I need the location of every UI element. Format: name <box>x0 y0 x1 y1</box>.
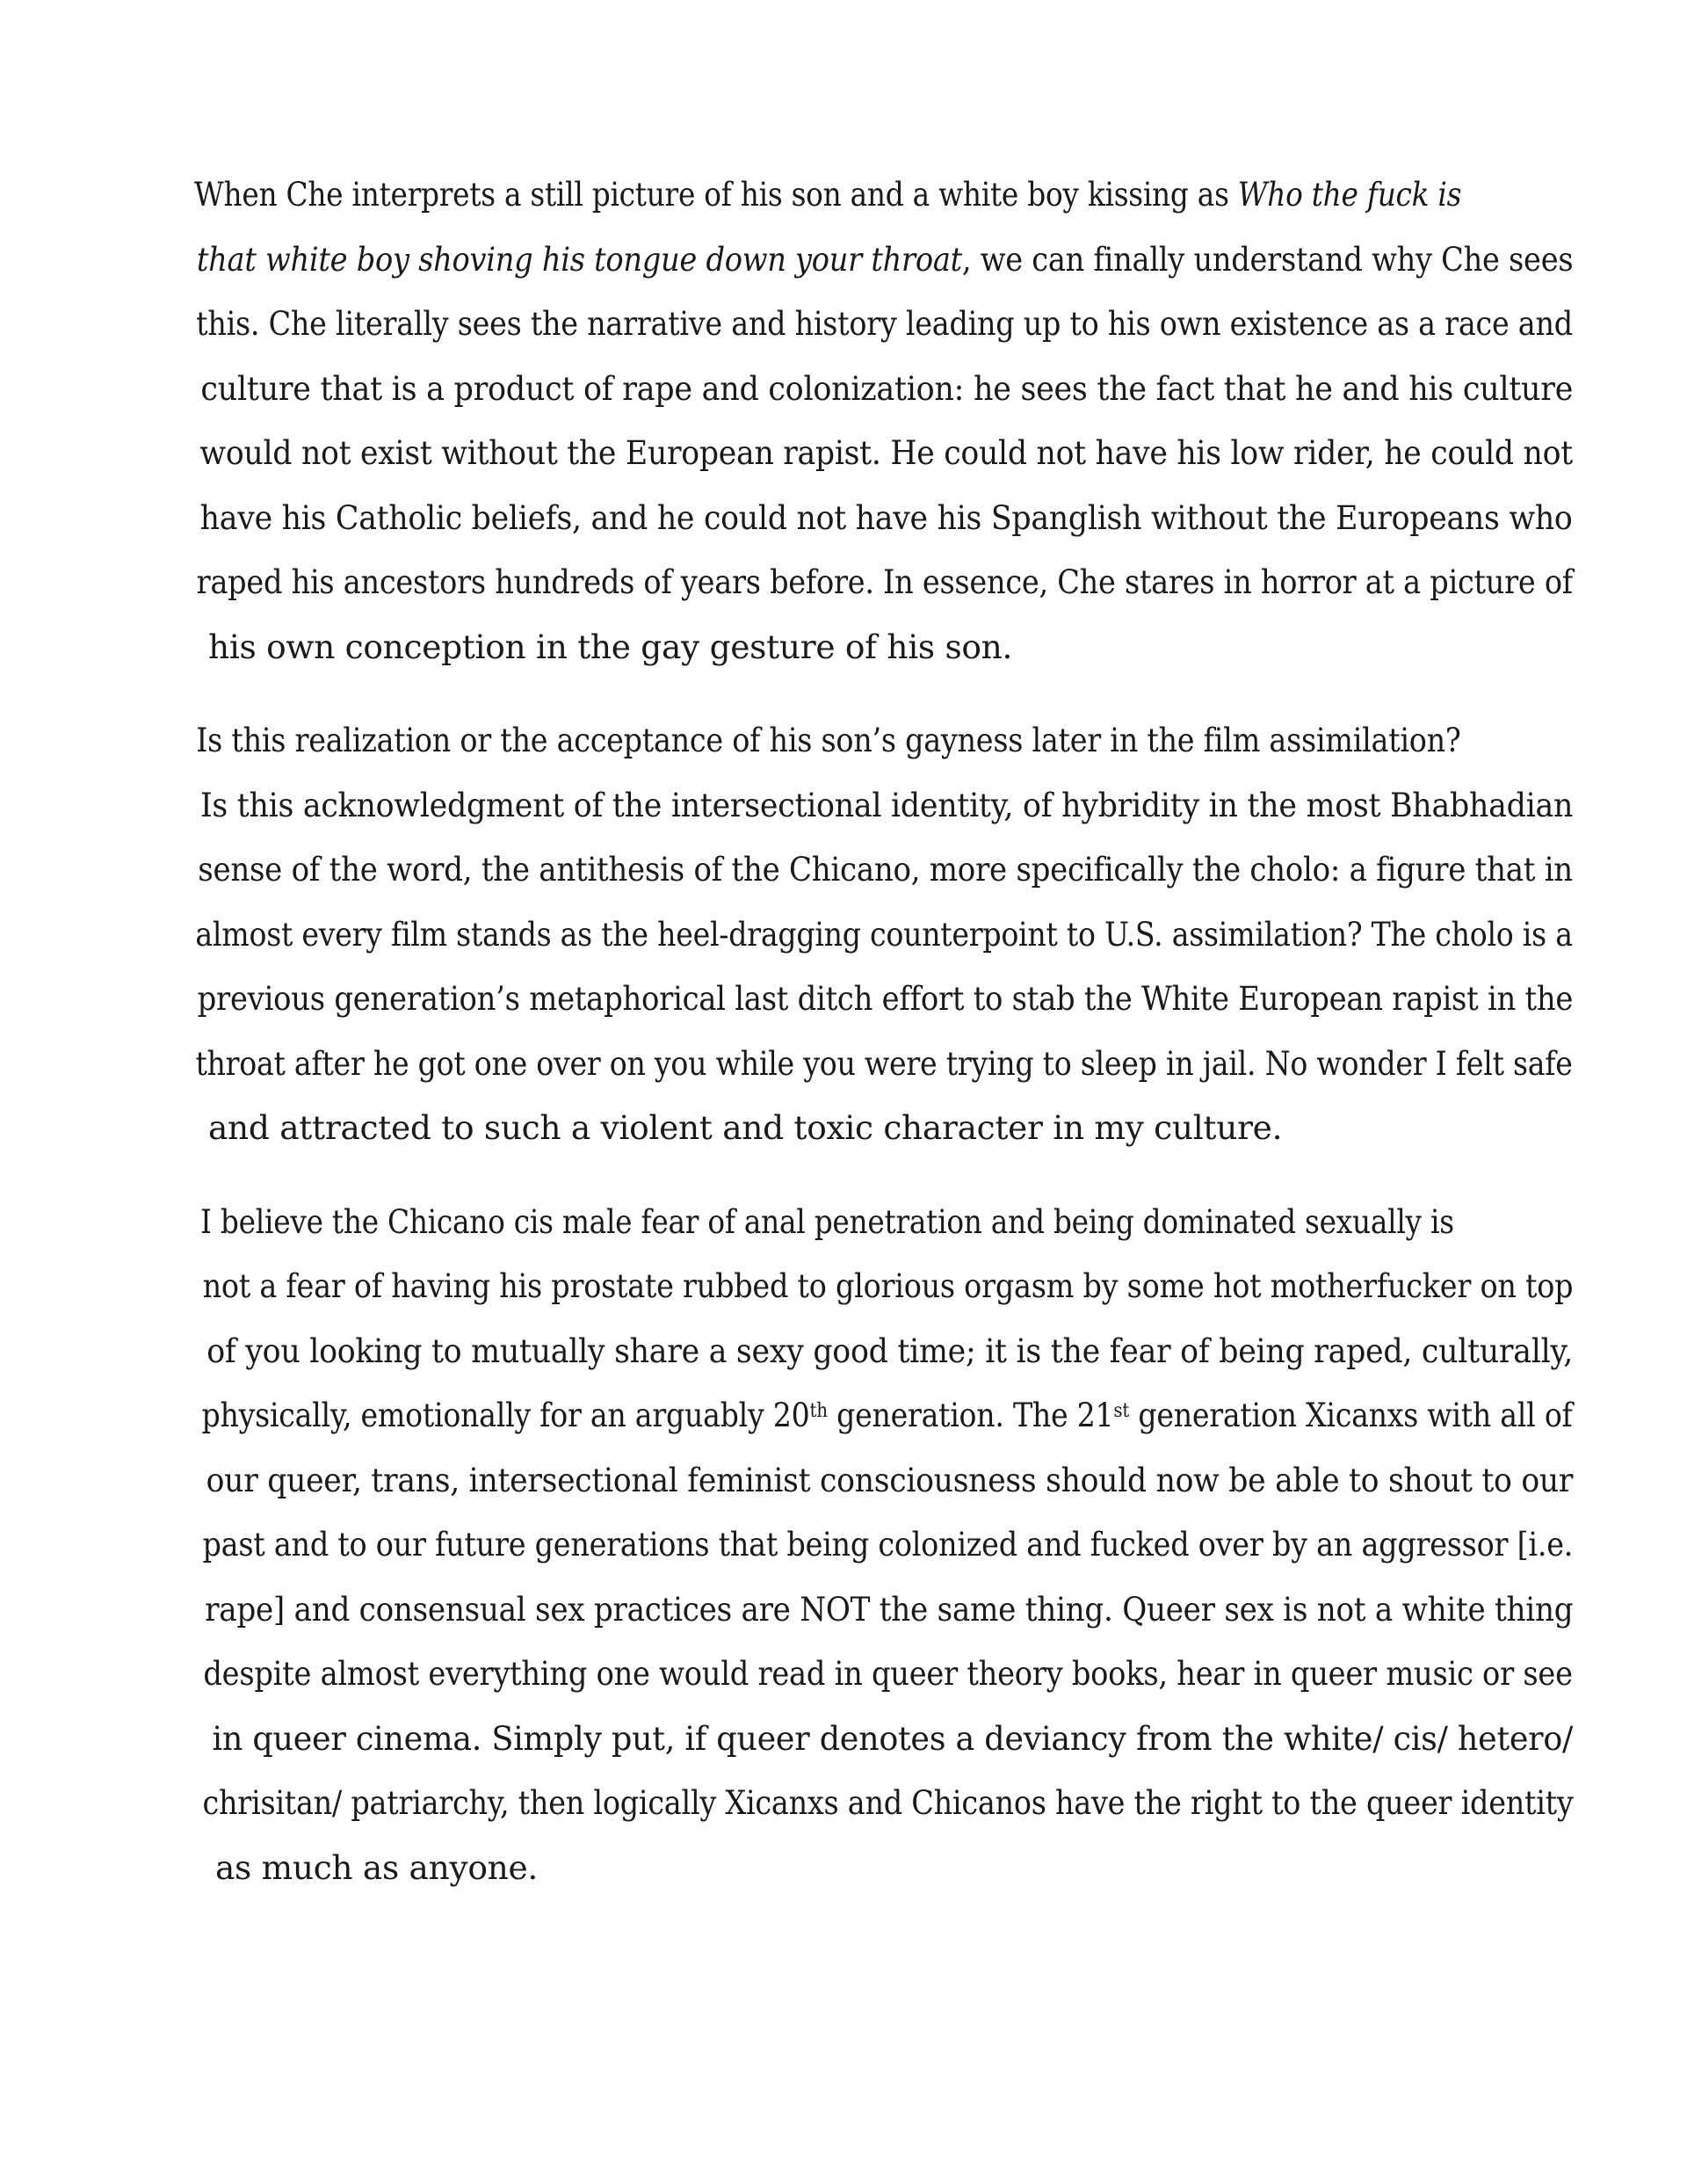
text-line: almost every film stands as the heel-dragging counterpoint to U.S. assimilation? The cholo is a <box>195 914 1573 954</box>
text-line: this. Che literally sees the narrative and history leading up to his own existence as a race and <box>196 304 1573 343</box>
body-text <box>97 163 1573 1929</box>
text-line: of you looking to mutually share a sexy good time; it is the fear of being raped, culturally, <box>206 1331 1573 1370</box>
paragraph-1 <box>97 163 1573 679</box>
text-line: past and to our future generations that being colonized and fucked over by an aggressor [i.e. <box>202 1525 1574 1564</box>
text-span: physically, emotionally for an arguably 20 <box>201 1396 810 1434</box>
italic-quote: Who the fuck is <box>1237 175 1462 214</box>
text-line <box>97 1383 1573 1448</box>
text-line: in queer cinema. Simply put, if queer denotes a deviancy from the white/ cis/ hetero/ <box>212 1718 1574 1758</box>
text-line: his own conception in the gay gesture of his son. <box>208 627 1013 666</box>
text-line: Is this realization or the acceptance of his son’s gayness later in the film assimilation? <box>196 721 1461 759</box>
text-span: generation. The 21 <box>827 1396 1114 1434</box>
text-line: our queer, trans, intersectional feminist consciousness should now be able to shout to our <box>206 1460 1574 1499</box>
text-line: not a fear of having his prostate rubbed to glorious orgasm by some hot motherfucker on top <box>202 1266 1574 1305</box>
italic-quote: that white boy shoving his tongue down your throat <box>196 239 962 279</box>
text-line: have his Catholic beliefs, and he could not have his Spanglish without the Europeans who <box>199 497 1573 537</box>
text-line: sense of the word, the antithesis of the Chicano, more specifically the cholo: a figure that in <box>198 850 1573 889</box>
text-line: throat after he got one over on you while you were trying to sleep in jail. No wonder I felt safe <box>195 1043 1573 1083</box>
paragraph-2 <box>97 708 1573 1161</box>
text-line: I believe the Chicano cis male fear of anal penetration and being dominated sexually is <box>200 1201 1454 1241</box>
text-line: raped his ancestors hundreds of years before. In essence, Che stares in horror at a picture of <box>196 562 1573 601</box>
text-line <box>97 163 1462 228</box>
superscript: st <box>1113 1398 1130 1422</box>
paragraph-3 <box>97 1190 1573 1901</box>
text-span: generation Xicanxs with all of <box>1129 1396 1573 1434</box>
text-line: despite almost everything one would read in queer theory books, hear in queer music or see <box>203 1654 1573 1693</box>
text-line: rape] and consensual sex practices are NOT the same thing. Queer sex is not a white thing <box>205 1589 1574 1629</box>
text-line <box>97 228 1574 293</box>
text-line: previous generation’s metaphorical last ditch effort to stab the White European rapist in the <box>197 979 1574 1018</box>
text-span: , we can finally understand why Che sees <box>961 239 1574 279</box>
text-line: culture that is a product of rape and colonization: he sees the fact that he and his culture <box>200 368 1574 408</box>
text-line: would not exist without the European rapist. He could not have his low rider, he could not <box>199 433 1573 472</box>
superscript: th <box>809 1398 828 1422</box>
text-span: When Che interprets a still picture of his son and a white boy kissing as <box>194 175 1238 214</box>
text-line: and attracted to such a violent and toxic character in my culture. <box>208 1108 1283 1147</box>
text-line: Is this acknowledgment of the intersectional identity, of hybridity in the most Bhabhadian <box>199 785 1574 824</box>
text-line: as much as anyone. <box>215 1847 538 1887</box>
text-line: chrisitan/ patriarchy, then logically Xicanxs and Chicanos have the right to the queer identity <box>202 1783 1574 1822</box>
